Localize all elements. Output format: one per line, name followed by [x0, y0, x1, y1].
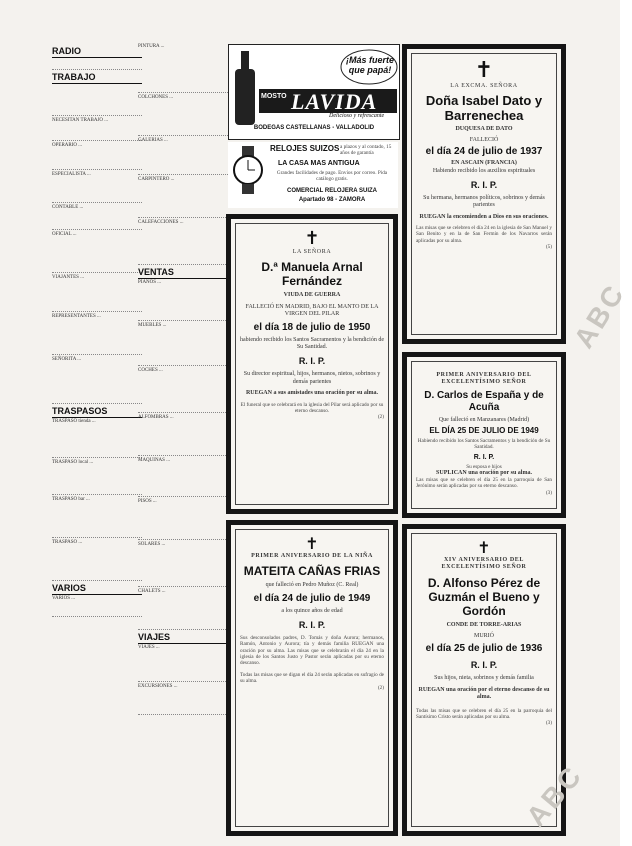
ad-brand: LAVIDA — [291, 89, 378, 114]
section-radio: RADIO — [52, 46, 142, 58]
ad-relojes-body: Grandes facilidades de pago. Envíos por correo. Pida catálogo gratis. — [276, 170, 388, 183]
list-item: NECESITAN TRABAJO ... — [52, 118, 142, 141]
ad-mosto-lavida — [228, 44, 400, 140]
obituary-ruegan: SUPLICAN una oración por su alma. — [436, 469, 532, 476]
list-item: REPRESENTANTES ... — [52, 314, 142, 355]
obituary-intro: MURIÓ — [473, 633, 494, 640]
classifieds-column-left — [52, 44, 142, 619]
obituary-title: CONDE DE TORRE-ARIAS — [446, 621, 522, 628]
obituary-date: el día 24 de julio de 1949 — [253, 592, 371, 604]
list-item: PINTURA ... — [138, 44, 228, 93]
obituary-ref: (2) — [377, 414, 384, 421]
obituary-place: que falleció en Pedro Muñoz (C. Real) — [265, 582, 359, 589]
obituary-sacraments: habiendo recibido los Santos Sacramentos y la bendición de Su Santidad. — [240, 336, 384, 351]
list-item: PISOS ... — [138, 499, 228, 540]
watermark-abc: ABC — [520, 759, 589, 833]
list-item — [52, 85, 142, 116]
list-item: TRASPASO local ... — [52, 460, 142, 495]
obituary-title: DUQUESA DE DATO — [455, 126, 513, 133]
obituary-heading: XIV ANIVERSARIO DEL EXCELENTÍSIMO SEÑOR — [441, 557, 527, 571]
list-item: SOLARES ... — [138, 542, 228, 587]
ad-tagline: Delicioso y refrescante — [329, 113, 385, 119]
obituary-ref: (3) — [545, 720, 552, 727]
obituary-ruegan: RUEGAN una oración por el eterno descanso de su alma. — [418, 687, 550, 701]
watch-icon — [228, 146, 268, 196]
ad-relojes-suizos — [228, 142, 398, 208]
list-item: TRASPASO tienda ... — [52, 419, 142, 458]
obituary-ref: (2) — [377, 684, 384, 691]
obituary-body: Sus desconsolados padres, D. Tomás y doña Aurora; hermanos, Ramón, Antonio y Aurora; tía y demás familia RUEGAN una oración por su alma. Las misas que se celebrarán el día 24 en la iglesia de los Santos Justo y Pastor serán aplicadas por su eterno descanso. — [240, 635, 384, 667]
obituary-rip: R. I. P. — [298, 620, 326, 631]
list-item: ESPECIALISTA ... — [52, 172, 142, 203]
section-varios: VARIOS — [52, 583, 142, 595]
list-item: VIAJANTES ... — [52, 275, 142, 312]
obituary-name: Doña Isabel Dato y Barrenechea — [425, 93, 543, 124]
obituary-ref: (5) — [545, 243, 552, 250]
obituary-place: EN ASCAIN (FRANCIA) — [451, 160, 517, 167]
obituary-note: Las misas que se celebren el día 25 en la parroquia de San Jerónimo serán aplicadas por su eterno descanso. — [416, 477, 552, 490]
ad-relojes-title: RELOJES SUIZOS — [270, 144, 340, 153]
obituary-name: D. Carlos de España y de Acuña — [424, 389, 544, 413]
obituary-title: VIUDA DE GUERRA — [283, 292, 341, 299]
obituary-date: el día 24 de julio de 1937 — [425, 146, 543, 158]
list-item: TRASPASO ... — [52, 540, 142, 581]
obituary-honorific: LA SEÑORA — [292, 249, 332, 255]
list-item: MAQUINAS ... — [138, 458, 228, 497]
obituary-place: Que falleció en Manzanares (Madrid) — [438, 416, 530, 423]
obituary-date: EL DÍA 25 DE JULIO DE 1949 — [429, 426, 539, 436]
obituary-intro: FALLECIÓ EN MADRID, BAJO EL MANTO DE LA VIRGEN DEL PILAR — [245, 303, 379, 318]
list-item: SEÑORITA ... — [52, 357, 142, 404]
section-traspasos: TRASPASOS — [52, 406, 142, 418]
obituary-heading: PRIMER ANIVERSARIO DEL EXCELENTÍSIMO SEÑOR — [436, 372, 532, 386]
obituary-footer: Todas las misas que se digan el día 24 serán aplicadas en sufragio de su alma. — [240, 672, 384, 685]
obituary-name: D.ª Manuela Arnal Fernández — [261, 260, 363, 289]
obituary-note: Las misas que se celebren el día 24 en la iglesia de San Manuel y San Benito y en la de San Fermín de los Navarros serán aplicadas por su alma. — [416, 225, 552, 244]
list-item: GALERIAS ... — [138, 138, 228, 175]
obituary-note: Todas las misas que se celebren el día 25 en la parroquia del Santísimo Cristo serán aplicadas por su alma. — [416, 707, 552, 721]
obituary-date: el día 25 de julio de 1936 — [425, 642, 543, 654]
list-item: COCHES ... — [138, 368, 228, 413]
list-item: OPERARIO ... — [52, 143, 142, 170]
section-ventas: VENTAS — [138, 267, 228, 279]
ad-relojes-company: COMERCIAL RELOJERA SUIZA — [286, 188, 377, 194]
obituary-ruegan: RUEGAN la encomienden a Dios en sus oraciones. — [419, 213, 549, 220]
cross-icon: ✝ — [477, 538, 491, 557]
obituary-dato — [402, 44, 566, 344]
list-item: OFICIAL ... — [52, 232, 142, 273]
cross-icon: ✝ — [305, 534, 319, 553]
cross-icon: ✝ — [304, 228, 320, 249]
obituary-rip: R. I. P. — [298, 356, 326, 367]
obituary-rip: R. I. P. — [473, 453, 495, 461]
watermark-abc: ABC — [567, 277, 632, 354]
obituary-name: MATEITA CAÑAS FRIAS — [243, 564, 381, 579]
cross-icon: ✝ — [474, 58, 494, 83]
obituary-heading: PRIMER ANIVERSARIO DE LA NIÑA — [251, 553, 373, 559]
obituary-age: a los quince años de edad — [281, 607, 343, 614]
list-item: VARIOS ... — [52, 596, 142, 617]
obituary-date: el día 18 de julio de 1950 — [253, 321, 371, 333]
list-item: COLCHONES ... — [138, 95, 228, 136]
section-trabajo: TRABAJO — [52, 72, 142, 84]
obituary-rip: R. I. P. — [470, 180, 498, 191]
section-viajes: VIAJES — [138, 632, 228, 644]
obituary-sacraments: Habiendo recibido los auxilios espirituales — [432, 167, 536, 174]
list-item: MUEBLES ... — [138, 323, 228, 366]
obituary-canas — [226, 520, 398, 836]
ad-label-mosto: MOSTO — [261, 93, 287, 100]
classifieds-column-mid — [138, 44, 228, 717]
ad-footer: BODEGAS CASTELLANAS - VALLADOLID — [253, 125, 375, 131]
ad-relojes-house: LA CASA MAS ANTIGUA — [278, 160, 360, 167]
list-item — [52, 59, 142, 70]
obituary-rip: R. I. P. — [470, 659, 498, 670]
obituary-arnal — [226, 214, 398, 514]
list-item: CONTABLE ... — [52, 205, 142, 230]
obituary-ruegan: RUEGAN a sus amistades una oración por su alma. — [245, 390, 379, 397]
ad-slogan: ¡Más fuerte que papá! — [345, 55, 394, 75]
obituary-note: El funeral que se celebrará en la iglesia del Pilar será aplicado por su eterno descanso. — [240, 401, 384, 414]
obituary-family: Su hermana, hermanos políticos, sobrinos y demás parientes — [423, 195, 545, 209]
obituary-honorific: LA EXCMA. SEÑORA — [450, 83, 518, 89]
ad-relojes-sub: a plazos y al contado, 15 años de garantía — [340, 144, 392, 157]
obituary-ref: (3) — [545, 489, 552, 496]
list-item: CHALETS ... — [138, 589, 228, 630]
list-item: ALFOMBRAS ... — [138, 415, 228, 456]
ad-relojes-address: Apartado 98 - ZAMORA — [298, 197, 366, 203]
list-item: TRASPASO bar ... — [52, 497, 142, 538]
list-item: EXCURSIONES ... — [138, 684, 228, 715]
obituary-sacraments: Habiendo recibido los Santos Sacramentos y la bendición de Su Santidad. — [417, 438, 551, 451]
obituary-carlos — [402, 352, 566, 518]
list-item: PIANOS ... — [138, 280, 228, 321]
list-item: CALEFACCIONES ... — [138, 220, 228, 265]
obituary-family: Su director espiritual, hijos, hermanos, nietos, sobrinos y demás parientes — [243, 371, 381, 385]
list-item: VIAJES ... — [138, 645, 228, 682]
obituary-intro: FALLECIÓ — [469, 136, 499, 143]
list-item: CARPINTERO ... — [138, 177, 228, 218]
obituary-family: Su esposa e hijos — [466, 463, 502, 470]
obituary-name: D. Alfonso Pérez de Guzmán el Bueno y Gordón — [427, 575, 541, 618]
obituary-family: Sus hijos, nieta, sobrinos y demás familia — [434, 674, 534, 681]
